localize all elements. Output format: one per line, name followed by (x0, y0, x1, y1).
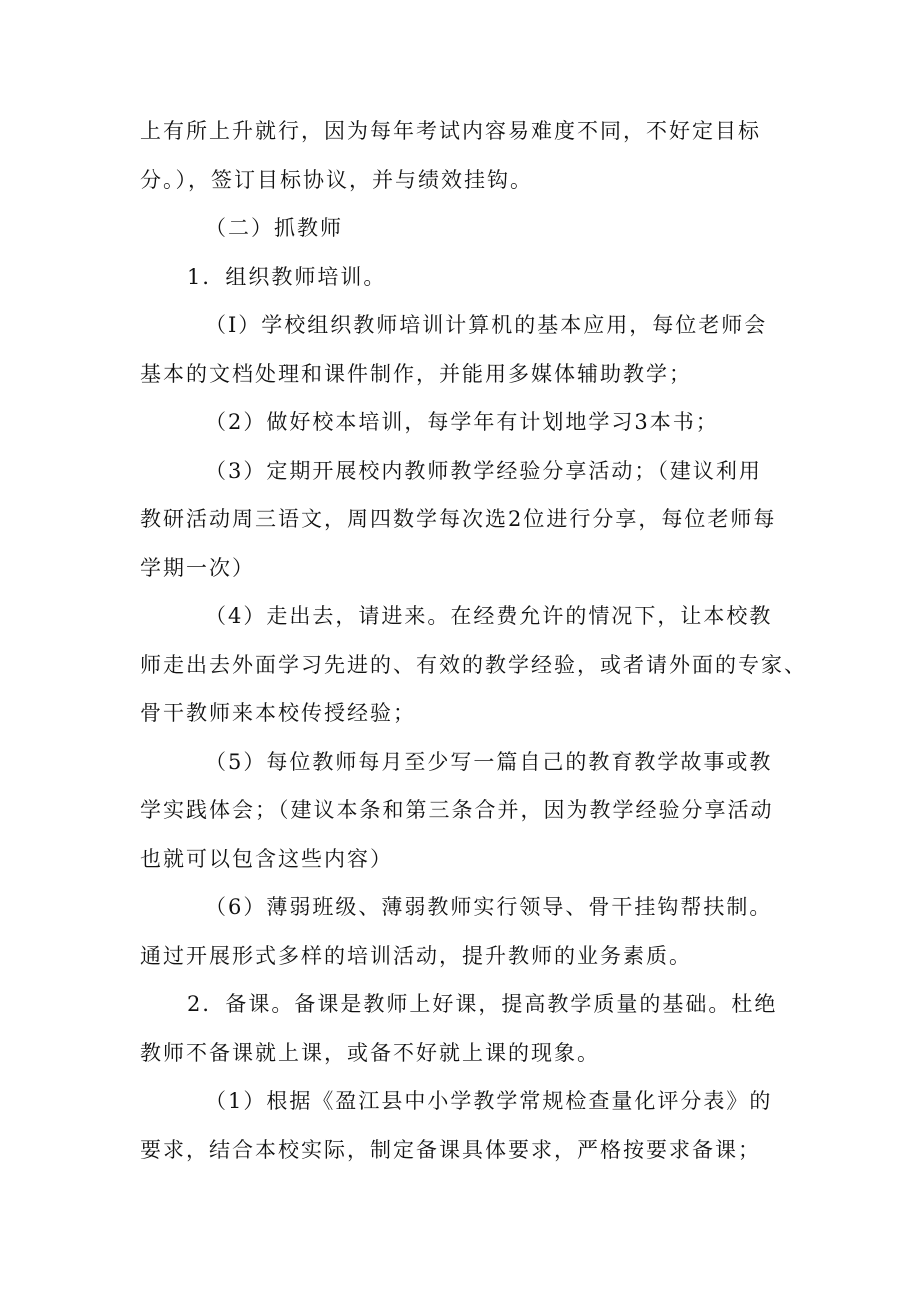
text-line: 通过开展形式多样的培训活动，提升教师的业务素质。 (140, 944, 692, 968)
text-line: 分。），签订目标协议，并与绩效挂钩。 (140, 168, 533, 192)
text-line: 师走出去外面学习先进的、有效的教学经验，或者请外面的专家、 (140, 653, 807, 677)
section-heading: （二）抓教师 (205, 216, 343, 240)
text-line: 骨干教师来本校传授经验； (140, 701, 416, 725)
text-line: 要求，结合本校实际，制定备课具体要求，严格按要求备课； (140, 1138, 761, 1162)
subsection-heading: 1．组织教师培训。 (187, 265, 387, 289)
text-line: （3）定期开展校内教师教学经验分享活动；（建议利用 (205, 459, 762, 483)
text-line: 学期一次） (140, 556, 255, 580)
text-line: （6）薄弱班级、薄弱教师实行领导、骨干挂钩帮扶制。 (205, 895, 773, 919)
text-line: （1）根据《盈江县中小学教学常规检查量化评分表》的 (205, 1089, 773, 1113)
text-line: （4）走出去，请进来。在经费允许的情况下，让本校教 (205, 604, 773, 628)
text-line: 教师不备课就上课，或备不好就上课的现象。 (140, 1041, 600, 1065)
text-line: （I）学校组织教师培训计算机的基本应用，每位老师会 (205, 313, 768, 337)
text-line: 也就可以包含这些内容） (140, 847, 393, 871)
text-line: 基本的文档处理和课件制作，并能用多媒体辅助教学； (140, 362, 692, 386)
text-line: （2）做好校本培训，每学年有计划地学习3本书； (205, 410, 719, 434)
text-line: 上有所上升就行，因为每年考试内容易难度不同，不好定目标 (140, 119, 761, 143)
subsection-heading: 2．备课。备课是教师上好课，提高教学质量的基础。杜绝 (187, 992, 778, 1016)
text-line: 教研活动周三语文，周四数学每次选2位进行分享，每位老师每 (140, 507, 777, 531)
text-line: 学实践体会；（建议本条和第三条合并，因为教学经验分享活动 (140, 798, 774, 822)
text-line: （5）每位教师每月至少写一篇自己的教育教学故事或教 (205, 750, 773, 774)
